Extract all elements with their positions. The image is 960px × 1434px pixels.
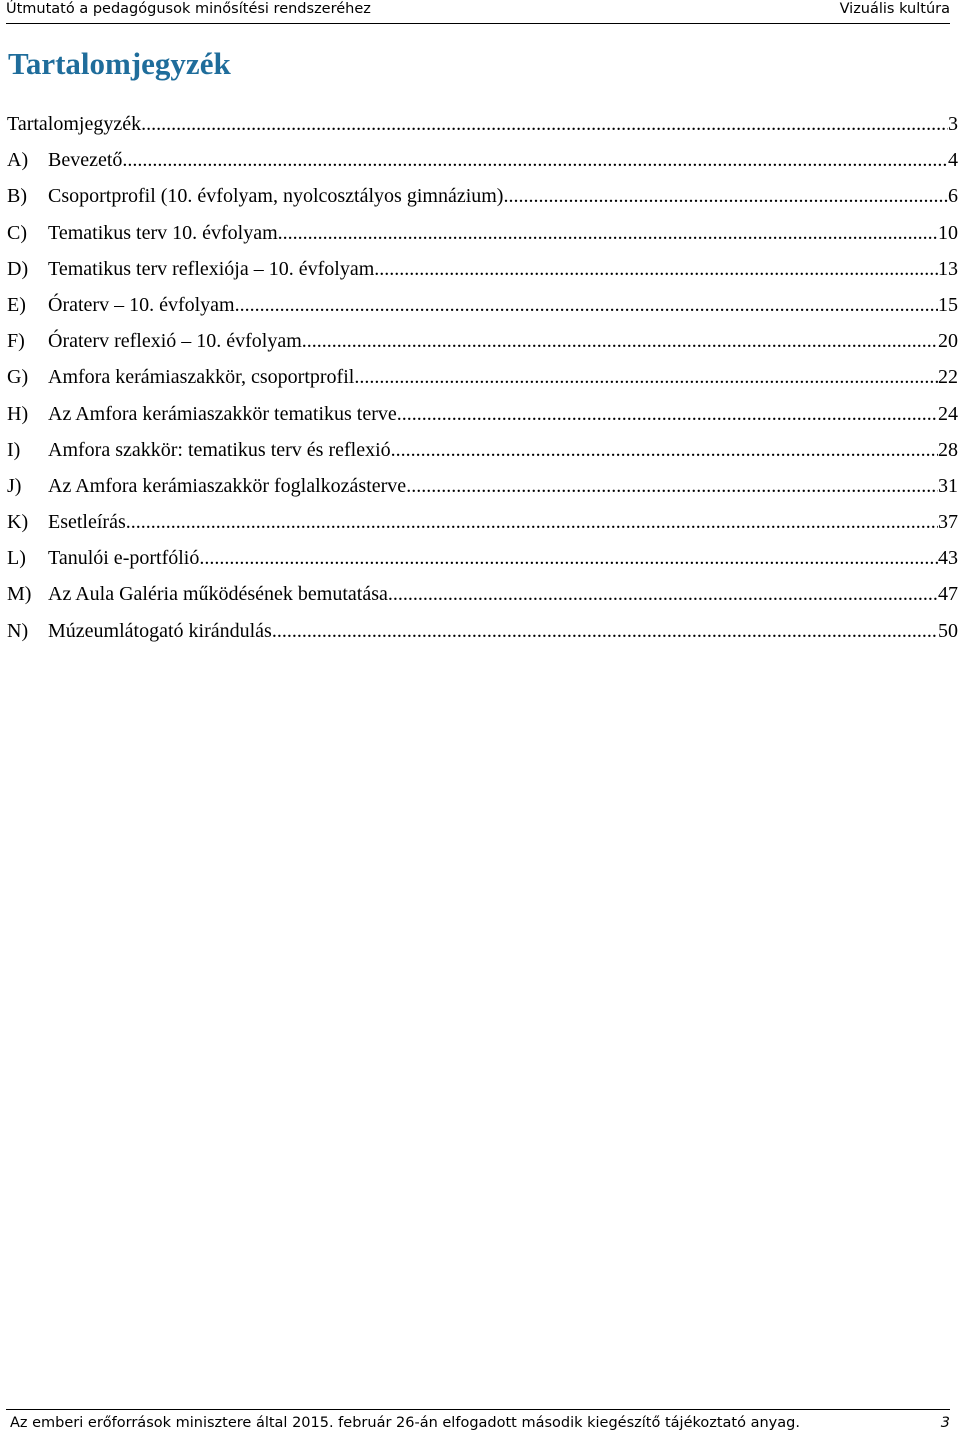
toc-entry-leader (141, 106, 948, 142)
toc-entry-title: Amfora kerámiaszakkör, csoportprofil (48, 366, 355, 389)
toc-entry-page: 3 (948, 113, 958, 135)
toc-entry-page: 10 (938, 221, 958, 244)
toc-entry[interactable] (7, 178, 958, 214)
toc-entry-page: 31 (938, 474, 958, 497)
toc-entry-leader (278, 215, 938, 251)
toc-entry-letter: L) (7, 547, 26, 570)
toc-entry[interactable] (7, 251, 958, 287)
toc-entry-leader (397, 396, 938, 432)
toc-entry-title: Amfora szakkör: tematikus terv és reflexió (48, 438, 391, 461)
toc-entry-page: 22 (938, 366, 958, 389)
toc-entry[interactable] (7, 323, 958, 359)
toc-entry[interactable] (7, 215, 958, 251)
toc-entry-letter: E) (7, 293, 26, 316)
footer-page-number: 3 (940, 1415, 950, 1431)
toc-entry-page: 15 (938, 293, 958, 316)
toc-heading: Tartalomjegyzék (8, 46, 231, 81)
toc-entry[interactable] (7, 468, 958, 504)
header-document-title: Útmutató a pedagógusok minősítési rendszeréhez (6, 1, 371, 17)
toc-entry[interactable] (7, 613, 958, 649)
toc-entry-letter: B) (7, 185, 27, 208)
toc-entry-leader (235, 287, 938, 323)
header-subject: Vizuális kultúra (839, 1, 950, 17)
toc-entry[interactable] (7, 432, 958, 468)
toc-entry-leader (374, 251, 938, 287)
toc-entry-page: 28 (938, 438, 958, 461)
toc-entry-letter: J) (7, 474, 22, 497)
toc-entry-title: Tanulói e-portfólió (48, 547, 200, 570)
toc-entry-letter: M) (7, 583, 32, 606)
toc-entry-title: Az Aula Galéria működésének bemutatása (48, 583, 388, 606)
toc-entry-title: Tematikus terv reflexiója – 10. évfolyam (48, 257, 375, 280)
toc-entry[interactable] (7, 142, 958, 178)
toc-entry[interactable] (7, 106, 958, 142)
toc-entry-letter: F) (7, 330, 25, 353)
toc-entry-title: Csoportprofil (10. évfolyam, nyolcosztályos gimnázium) (48, 185, 504, 208)
toc-entry-title: Óraterv reflexió – 10. évfolyam (48, 330, 302, 353)
toc-entry-leader (388, 576, 938, 612)
toc-entry-leader (272, 613, 938, 649)
toc-entry-title: Tematikus terv 10. évfolyam (48, 221, 278, 244)
footer-note: Az emberi erőforrások minisztere által 2015. február 26-án elfogadott második kiegészítő tájékoztató anyag. (10, 1415, 800, 1431)
toc-entry-page: 50 (938, 619, 958, 642)
toc-entry-letter: A) (7, 149, 29, 172)
page-footer (6, 1409, 950, 1434)
toc-entry-leader (391, 432, 938, 468)
toc-entry-leader (406, 468, 938, 504)
toc-entry[interactable] (7, 396, 958, 432)
toc-entry-leader (503, 178, 948, 214)
toc-entry-leader (354, 359, 938, 395)
toc-entry-title: Az Amfora kerámiaszakkör foglalkozásterve (48, 474, 407, 497)
toc-entry-page: 6 (948, 185, 958, 208)
toc-entry-leader (302, 323, 938, 359)
toc-entry-page: 37 (938, 511, 958, 534)
toc-entry[interactable] (7, 359, 958, 395)
toc-entry-title: Tartalomjegyzék (7, 113, 142, 135)
page-header (6, 0, 950, 24)
toc-entry-page: 47 (938, 583, 958, 606)
toc-entry-page: 4 (948, 149, 958, 172)
toc-entry-title: Esetleírás (48, 511, 126, 534)
toc-entry[interactable] (7, 504, 958, 540)
toc-entry-title: Bevezető (48, 149, 123, 172)
toc-entry-letter: H) (7, 402, 29, 425)
toc-entry[interactable] (7, 287, 958, 323)
toc-entry-letter: G) (7, 366, 29, 389)
toc-entry-leader (126, 504, 938, 540)
toc-entry-page: 24 (938, 402, 958, 425)
toc-entry[interactable] (7, 540, 958, 576)
toc-entry-letter: I) (7, 438, 21, 461)
toc-entry-page: 13 (938, 257, 958, 280)
toc-entry-letter: D) (7, 257, 29, 280)
toc-entry-letter: C) (7, 221, 27, 244)
toc-entry-letter: N) (7, 619, 29, 642)
toc-entry-page: 20 (938, 330, 958, 353)
toc-entry-title: Múzeumlátogató kirándulás (48, 619, 272, 642)
toc-list (7, 106, 958, 649)
toc-entry-title: Óraterv – 10. évfolyam (48, 293, 235, 316)
toc-entry[interactable] (7, 576, 958, 612)
toc-entry-page: 43 (938, 547, 958, 570)
toc-entry-title: Az Amfora kerámiaszakkör tematikus terve (48, 402, 397, 425)
toc-entry-letter: K) (7, 511, 29, 534)
toc-entry-leader (122, 142, 948, 178)
toc-entry-leader (199, 540, 938, 576)
